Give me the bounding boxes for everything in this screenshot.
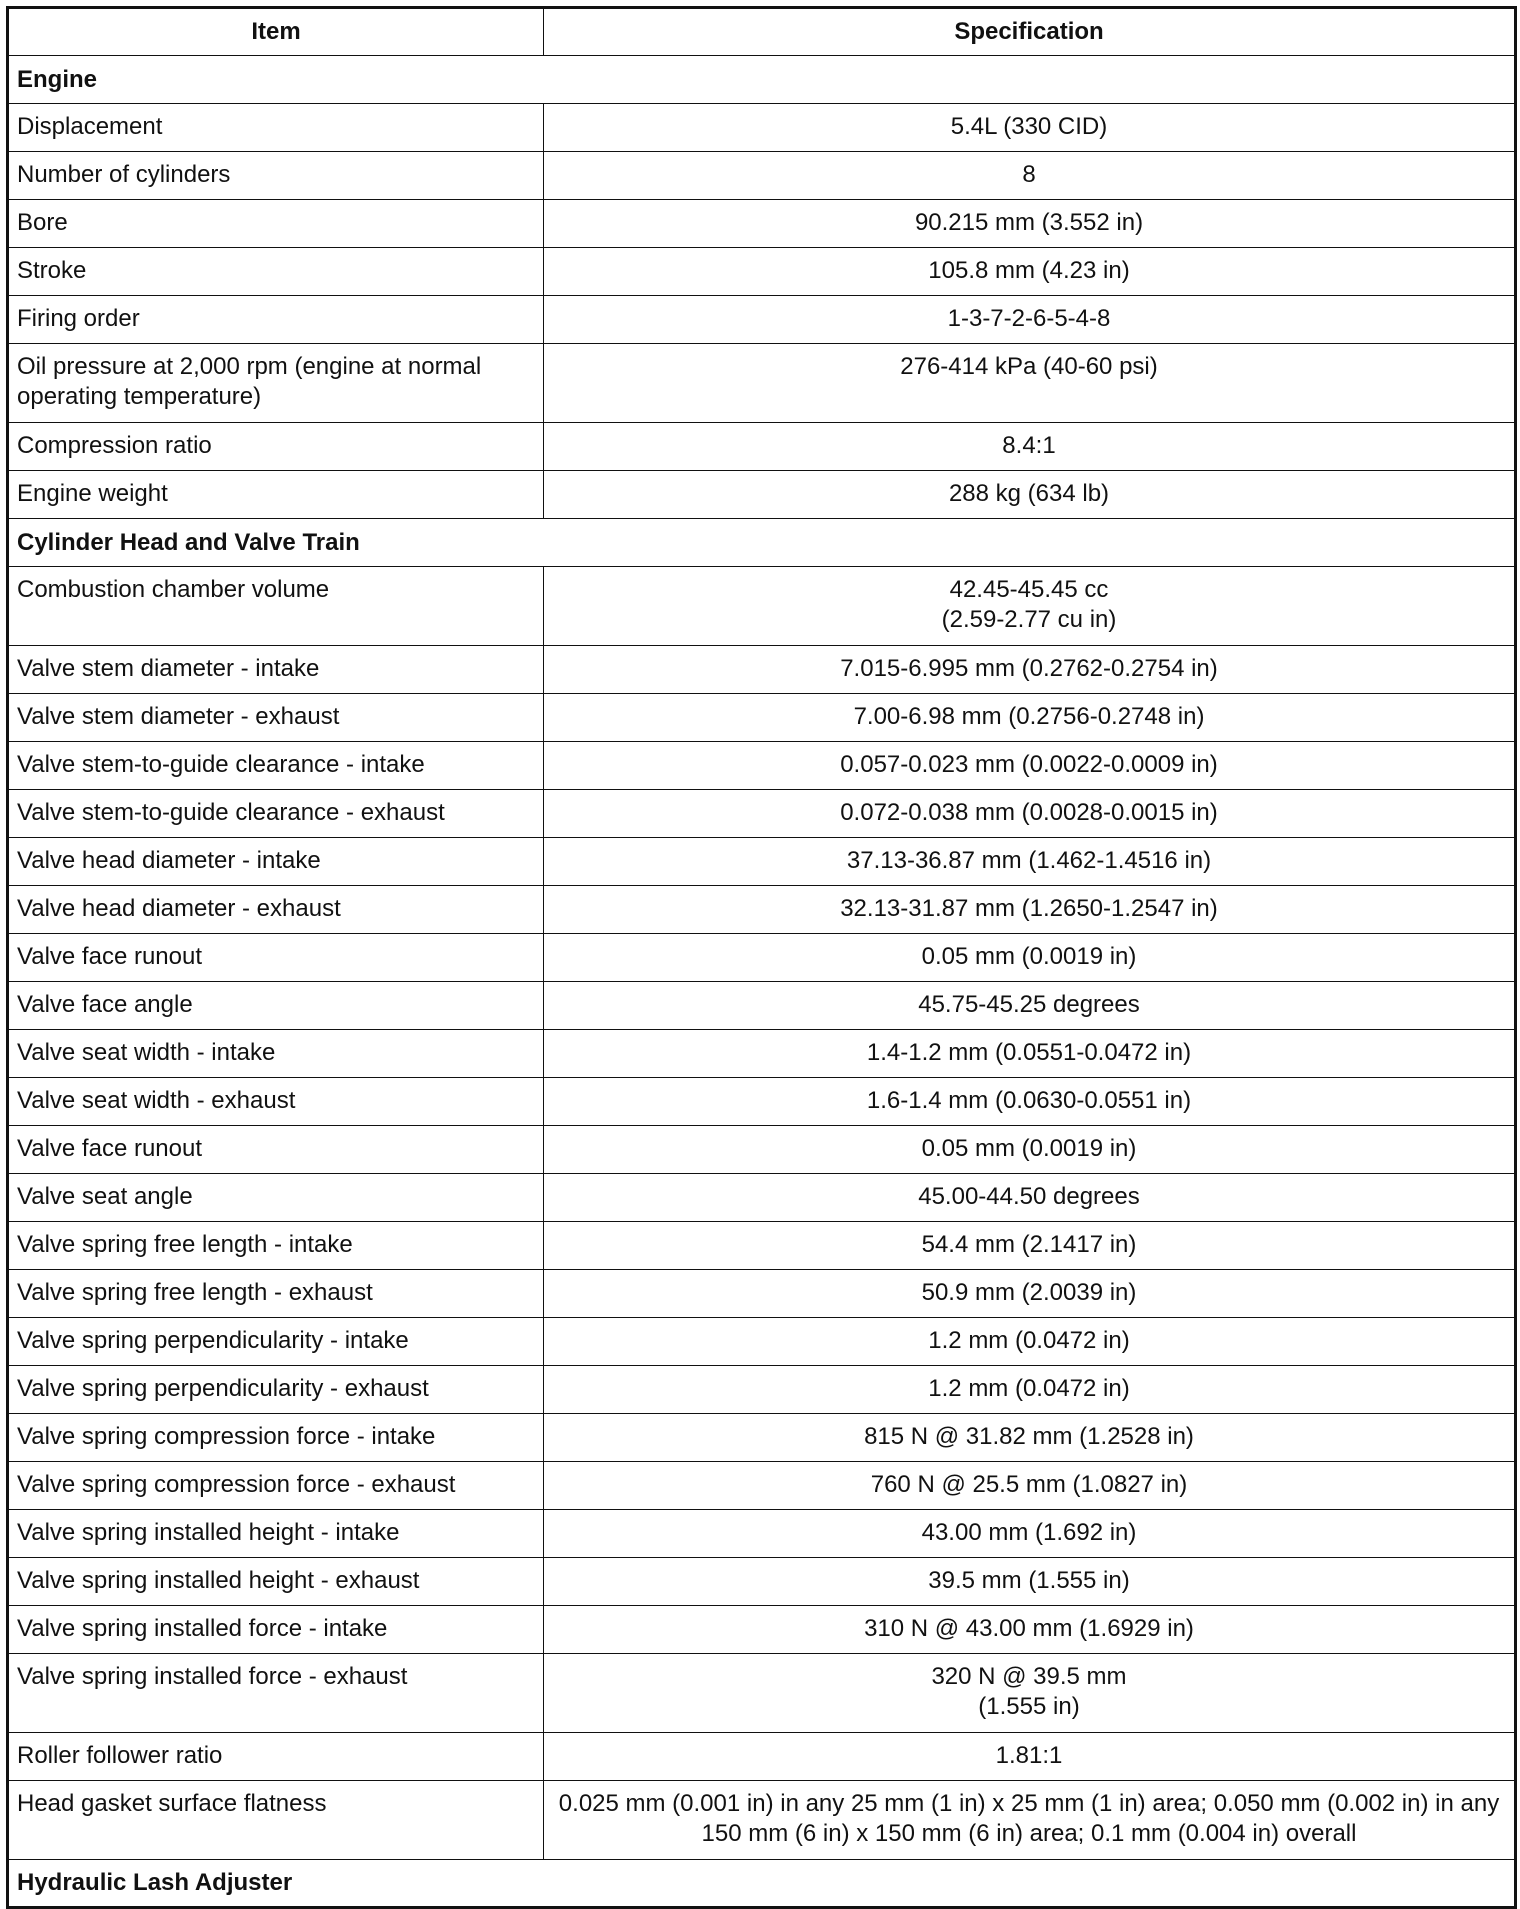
item-cell: Engine weight bbox=[8, 471, 544, 519]
table-row bbox=[8, 344, 1516, 423]
section-row bbox=[8, 56, 1516, 104]
item-cell: Valve spring compression force - intake bbox=[8, 1414, 544, 1462]
specification-cell: 8.4:1 bbox=[544, 423, 1516, 471]
header-item: Item bbox=[8, 8, 544, 56]
specification-cell: 45.00-44.50 degrees bbox=[544, 1174, 1516, 1222]
specification-cell: 320 N @ 39.5 mm (1.555 in) bbox=[544, 1654, 1516, 1733]
table-row bbox=[8, 694, 1516, 742]
item-cell: Valve stem-to-guide clearance - exhaust bbox=[8, 790, 544, 838]
table-row bbox=[8, 1318, 1516, 1366]
item-cell: Firing order bbox=[8, 296, 544, 344]
item-cell: Valve spring installed force - intake bbox=[8, 1606, 544, 1654]
specification-cell: 7.00-6.98 mm (0.2756-0.2748 in) bbox=[544, 694, 1516, 742]
item-cell: Valve seat angle bbox=[8, 1174, 544, 1222]
item-cell: Valve spring free length - intake bbox=[8, 1222, 544, 1270]
table-row bbox=[8, 1366, 1516, 1414]
item-cell: Valve face runout bbox=[8, 934, 544, 982]
table-row bbox=[8, 248, 1516, 296]
item-cell: Roller follower ratio bbox=[8, 1733, 544, 1781]
item-cell: Valve spring installed height - intake bbox=[8, 1510, 544, 1558]
specification-cell: 32.13-31.87 mm (1.2650-1.2547 in) bbox=[544, 886, 1516, 934]
table-row bbox=[8, 200, 1516, 248]
section-heading: Cylinder Head and Valve Train bbox=[8, 519, 1516, 567]
item-cell: Displacement bbox=[8, 104, 544, 152]
specification-cell: 1.4-1.2 mm (0.0551-0.0472 in) bbox=[544, 1030, 1516, 1078]
specification-cell: 1.81:1 bbox=[544, 1733, 1516, 1781]
specification-cell: 1.2 mm (0.0472 in) bbox=[544, 1318, 1516, 1366]
section-row bbox=[8, 519, 1516, 567]
specification-cell: 7.015-6.995 mm (0.2762-0.2754 in) bbox=[544, 646, 1516, 694]
specification-cell: 90.215 mm (3.552 in) bbox=[544, 200, 1516, 248]
section-row bbox=[8, 1860, 1516, 1908]
item-cell: Valve head diameter - exhaust bbox=[8, 886, 544, 934]
table-row bbox=[8, 934, 1516, 982]
table-row bbox=[8, 296, 1516, 344]
specification-cell: 105.8 mm (4.23 in) bbox=[544, 248, 1516, 296]
table-row bbox=[8, 1222, 1516, 1270]
item-cell: Valve face runout bbox=[8, 1126, 544, 1174]
specification-cell: 39.5 mm (1.555 in) bbox=[544, 1558, 1516, 1606]
spec-sheet bbox=[6, 6, 1514, 1909]
specification-cell: 276-414 kPa (40-60 psi) bbox=[544, 344, 1516, 423]
table-row bbox=[8, 1414, 1516, 1462]
table-row bbox=[8, 1781, 1516, 1860]
item-cell: Valve spring installed height - exhaust bbox=[8, 1558, 544, 1606]
specification-table bbox=[6, 6, 1517, 1909]
table-row bbox=[8, 1462, 1516, 1510]
table-row bbox=[8, 1558, 1516, 1606]
specification-cell: 45.75-45.25 degrees bbox=[544, 982, 1516, 1030]
table-row bbox=[8, 1030, 1516, 1078]
section-heading: Engine bbox=[8, 56, 1516, 104]
table-row bbox=[8, 1654, 1516, 1733]
specification-cell: 37.13-36.87 mm (1.462-1.4516 in) bbox=[544, 838, 1516, 886]
item-cell: Oil pressure at 2,000 rpm (engine at normal operating temperature) bbox=[8, 344, 544, 423]
table-row bbox=[8, 1606, 1516, 1654]
item-cell: Valve spring installed force - exhaust bbox=[8, 1654, 544, 1733]
item-cell: Valve head diameter - intake bbox=[8, 838, 544, 886]
item-cell: Valve stem diameter - exhaust bbox=[8, 694, 544, 742]
table-row bbox=[8, 471, 1516, 519]
table-row bbox=[8, 1270, 1516, 1318]
item-cell: Bore bbox=[8, 200, 544, 248]
item-cell: Valve stem diameter - intake bbox=[8, 646, 544, 694]
table-row bbox=[8, 423, 1516, 471]
specification-cell: 42.45-45.45 cc (2.59-2.77 cu in) bbox=[544, 567, 1516, 646]
specification-cell: 8 bbox=[544, 152, 1516, 200]
header-specification: Specification bbox=[544, 8, 1516, 56]
item-cell: Valve stem-to-guide clearance - intake bbox=[8, 742, 544, 790]
table-row bbox=[8, 104, 1516, 152]
item-cell: Valve seat width - exhaust bbox=[8, 1078, 544, 1126]
table-row bbox=[8, 1733, 1516, 1781]
specification-cell: 288 kg (634 lb) bbox=[544, 471, 1516, 519]
item-cell: Number of cylinders bbox=[8, 152, 544, 200]
table-row bbox=[8, 790, 1516, 838]
table-row bbox=[8, 886, 1516, 934]
table-row bbox=[8, 646, 1516, 694]
item-cell: Valve spring perpendicularity - intake bbox=[8, 1318, 544, 1366]
item-cell: Valve spring perpendicularity - exhaust bbox=[8, 1366, 544, 1414]
specification-cell: 760 N @ 25.5 mm (1.0827 in) bbox=[544, 1462, 1516, 1510]
item-cell: Valve face angle bbox=[8, 982, 544, 1030]
item-cell: Combustion chamber volume bbox=[8, 567, 544, 646]
section-heading: Hydraulic Lash Adjuster bbox=[8, 1860, 1516, 1908]
item-cell: Compression ratio bbox=[8, 423, 544, 471]
specification-cell: 1.2 mm (0.0472 in) bbox=[544, 1366, 1516, 1414]
item-cell: Valve spring compression force - exhaust bbox=[8, 1462, 544, 1510]
specification-cell: 5.4L (330 CID) bbox=[544, 104, 1516, 152]
specification-cell: 1-3-7-2-6-5-4-8 bbox=[544, 296, 1516, 344]
specification-cell: 310 N @ 43.00 mm (1.6929 in) bbox=[544, 1606, 1516, 1654]
specification-cell: 0.05 mm (0.0019 in) bbox=[544, 934, 1516, 982]
specification-cell: 0.05 mm (0.0019 in) bbox=[544, 1126, 1516, 1174]
specification-cell: 50.9 mm (2.0039 in) bbox=[544, 1270, 1516, 1318]
table-row bbox=[8, 1078, 1516, 1126]
specification-cell: 1.6-1.4 mm (0.0630-0.0551 in) bbox=[544, 1078, 1516, 1126]
item-cell: Valve spring free length - exhaust bbox=[8, 1270, 544, 1318]
specification-cell: 54.4 mm (2.1417 in) bbox=[544, 1222, 1516, 1270]
table-row bbox=[8, 1510, 1516, 1558]
specification-cell: 0.025 mm (0.001 in) in any 25 mm (1 in) x 25 mm (1 in) area; 0.050 mm (0.002 in) in any 150 mm (6 in) x 150 mm (6 in) area; 0.1 mm (0.004 in) overall bbox=[544, 1781, 1516, 1860]
table-row bbox=[8, 838, 1516, 886]
table-body bbox=[8, 56, 1516, 1908]
item-cell: Valve seat width - intake bbox=[8, 1030, 544, 1078]
table-row bbox=[8, 567, 1516, 646]
table-row bbox=[8, 982, 1516, 1030]
table-row bbox=[8, 742, 1516, 790]
table-row bbox=[8, 1174, 1516, 1222]
item-cell: Head gasket surface flatness bbox=[8, 1781, 544, 1860]
item-cell: Stroke bbox=[8, 248, 544, 296]
specification-cell: 0.057-0.023 mm (0.0022-0.0009 in) bbox=[544, 742, 1516, 790]
table-row bbox=[8, 152, 1516, 200]
table-header-row bbox=[8, 8, 1516, 56]
specification-cell: 43.00 mm (1.692 in) bbox=[544, 1510, 1516, 1558]
specification-cell: 0.072-0.038 mm (0.0028-0.0015 in) bbox=[544, 790, 1516, 838]
table-row bbox=[8, 1126, 1516, 1174]
specification-cell: 815 N @ 31.82 mm (1.2528 in) bbox=[544, 1414, 1516, 1462]
